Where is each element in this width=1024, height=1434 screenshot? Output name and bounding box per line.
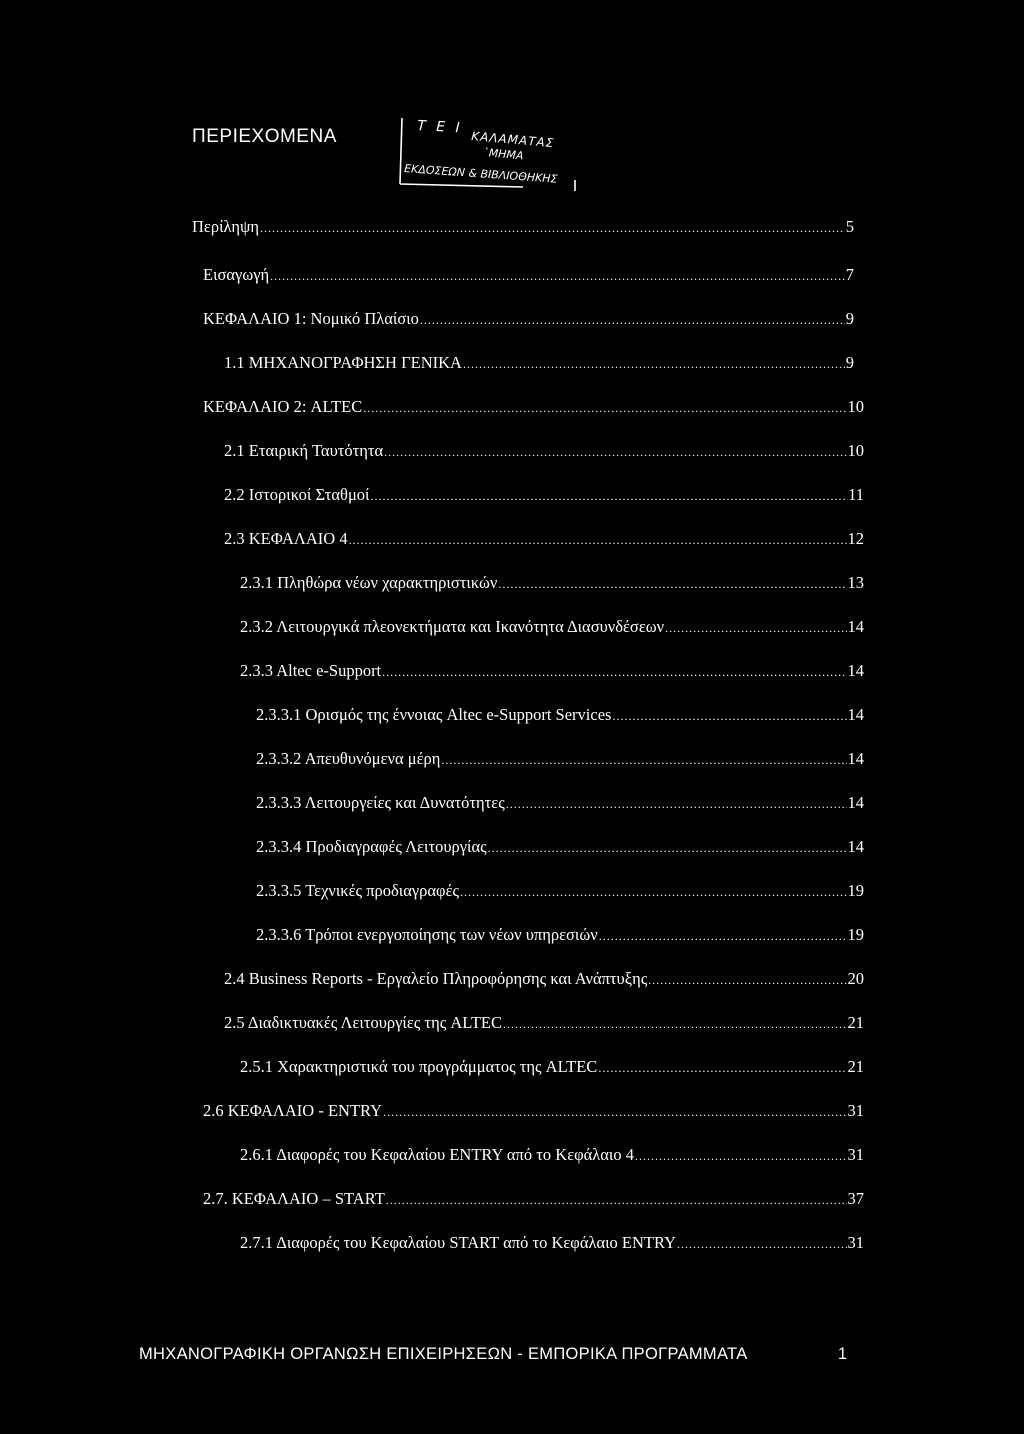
dot-leader (420, 313, 845, 328)
dot-leader (503, 1017, 847, 1032)
footer-title: ΜΗΧΑΝΟΓΡΑΦΙΚΗ ΟΡΓΑΝΩΣΗ ΕΠΙΧΕΙΡΗΣΕΩΝ - ΕΜΠΟΡΙΚΑ ΠΡΟΓΡΑΜΜΑΤΑ (139, 1345, 748, 1363)
toc-entry-title: 2.3.2 Λειτουργικά πλεονεκτήματα και Ικανότητα Διασυνδέσεων (240, 617, 665, 636)
toc-entry-title: 2.2 Ιστορικοί Σταθμοί (224, 485, 370, 504)
toc-entry-page: 9 (845, 309, 854, 328)
dot-leader (488, 841, 847, 856)
toc-entry-page: 14 (847, 793, 864, 812)
toc-entry (240, 1145, 864, 1165)
dot-leader (463, 357, 845, 372)
toc-entry (240, 1233, 864, 1253)
toc-entry (240, 1057, 864, 1077)
toc-entry-page: 31 (847, 1101, 864, 1120)
toc-entry-title: Εισαγωγή (203, 265, 270, 284)
dot-leader (648, 973, 846, 988)
toc-entry-title: 1.1 ΜΗΧΑΝΟΓΡΑΦΗΣΗ ΓΕΝΙΚΑ (224, 353, 462, 372)
toc-entry-title: 2.3.1 Πληθώρα νέων χαρακτηριστικών (240, 573, 498, 592)
toc-entry (224, 485, 864, 505)
toc-entry (224, 1013, 864, 1033)
dot-leader (370, 489, 847, 504)
toc-entry-title: 2.3.3.3 Λειτουργείες και Δυνατότητες (256, 793, 505, 812)
toc-entry-page: 14 (847, 749, 864, 768)
toc-entry-page: 5 (845, 217, 854, 236)
toc-entry-page: 31 (847, 1145, 864, 1164)
dot-leader (349, 533, 847, 548)
toc-entry (203, 309, 854, 329)
toc-entry (203, 1101, 864, 1121)
dot-leader (599, 929, 847, 944)
toc-entry-page: 14 (847, 705, 864, 724)
dot-leader (612, 709, 846, 724)
toc-entry-page: 37 (847, 1189, 864, 1208)
toc-entry-page: 12 (847, 529, 864, 548)
page-footer (139, 1345, 847, 1364)
toc-entry-page: 14 (847, 837, 864, 856)
toc-entry-title: 2.3.3.6 Τρόποι ενεργοποίησης των νέων υπηρεσιών (256, 925, 598, 944)
toc-entry-title: 2.6.1 Διαφορές του Κεφαλαίου ENTRY από το Κεφάλαιο 4 (240, 1145, 634, 1164)
dot-leader (260, 221, 845, 236)
toc-entry-page: 11 (848, 485, 864, 504)
toc-entry-title: ΚΕΦΑΛΑΙΟ 1: Νομικό Πλαίσιο (203, 309, 419, 328)
toc-entry-page: 31 (847, 1233, 864, 1252)
dot-leader (386, 1193, 847, 1208)
toc-entry-page: 19 (847, 925, 864, 944)
toc-entry-page: 13 (847, 573, 864, 592)
dot-leader (598, 1061, 846, 1076)
dot-leader (506, 797, 847, 812)
toc-entry (224, 529, 864, 549)
toc-entry-title: 2.3.3.2 Απευθυνόμενα μέρη (256, 749, 441, 768)
svg-text:`ΜΗΜΑ: `ΜΗΜΑ (482, 146, 524, 163)
svg-text:ΚΑΛΑΜΑΤΑΣ: ΚΑΛΑΜΑΤΑΣ (470, 129, 555, 151)
toc-entry (240, 661, 864, 681)
toc-entry-title: 2.3.3 Altec e-Support (240, 661, 382, 680)
svg-text:Τ Ε Ι: Τ Ε Ι (416, 118, 464, 137)
toc-entry (203, 265, 854, 285)
dot-leader (383, 1105, 846, 1120)
dot-leader (460, 885, 846, 900)
toc-entry-title: 2.3 ΚΕΦΑΛΑΙΟ 4 (224, 529, 348, 548)
toc-entry-page: 14 (847, 661, 864, 680)
dot-leader (498, 577, 846, 592)
toc-entry (256, 749, 864, 769)
toc-entry (203, 1189, 864, 1209)
toc-entry-title: 2.5 Διαδικτυακές Λειτουργίες της ALTEC (224, 1013, 502, 1032)
svg-text:ΕΚΔΟΣΕΩΝ & ΒΙΒΛΙΟΘΗΚΗΣ: ΕΚΔΟΣΕΩΝ & ΒΙΒΛΙΟΘΗΚΗΣ (403, 162, 558, 186)
toc-entry-title: 2.3.3.5 Τεχνικές προδιαγραφές (256, 881, 460, 900)
toc-entry-page: 7 (845, 265, 854, 284)
toc-entry (240, 617, 864, 637)
toc-entry (256, 837, 864, 857)
dot-leader (677, 1237, 846, 1252)
toc-entry (224, 353, 854, 373)
toc-entry-page: 10 (847, 441, 864, 460)
toc-entry (256, 881, 864, 901)
toc-entry-title: 2.1 Εταιρική Ταυτότητα (224, 441, 384, 460)
toc-entry-title: ΚΕΦΑΛΑΙΟ 2: ALTEC (203, 397, 363, 416)
toc-entry-title: 2.6 ΚΕΦΑΛΑΙΟ - ENTRY (203, 1101, 383, 1120)
page-number: 1 (837, 1345, 847, 1363)
toc-entry-page: 14 (847, 617, 864, 636)
dot-leader (270, 269, 845, 284)
dot-leader (665, 621, 846, 636)
toc-entry-title: 2.7.1 Διαφορές του Κεφαλαίου START από το Κεφάλαιο ENTRY (240, 1233, 677, 1252)
toc-entry-page: 20 (847, 969, 864, 988)
toc-entry (256, 925, 864, 945)
toc-entry-page: 21 (847, 1013, 864, 1032)
dot-leader (441, 753, 846, 768)
toc-entry-title: 2.5.1 Χαρακτηριστικά του προγράμματος της ALTEC (240, 1057, 598, 1076)
dot-leader (635, 1149, 847, 1164)
dot-leader (363, 401, 846, 416)
toc-entry (256, 705, 864, 725)
toc-entry (192, 217, 854, 237)
toc-entry-page: 21 (847, 1057, 864, 1076)
toc-entry-title: 2.3.3.4 Προδιαγραφές Λειτουργίας (256, 837, 487, 856)
toc-entry-title: 2.4 Business Reports - Εργαλείο Πληροφόρησης και Ανάπτυξης (224, 969, 648, 988)
toc-entry (224, 969, 864, 989)
dot-leader (382, 665, 846, 680)
toc-entry (203, 397, 864, 417)
toc-entry-title: Περίληψη (192, 217, 259, 236)
page-title: ΠΕΡΙΕΧΟΜΕΝΑ (192, 126, 337, 147)
toc-entry (224, 441, 864, 461)
toc-entry-page: 19 (847, 881, 864, 900)
dot-leader (384, 445, 846, 460)
toc-entry-title: 2.7. ΚΕΦΑΛΑΙΟ – START (203, 1189, 385, 1208)
toc-entry-page: 9 (845, 353, 854, 372)
toc-entry-page: 10 (847, 397, 864, 416)
toc-entry-title: 2.3.3.1 Ορισμός της έννοιας Altec e-Support Services (256, 705, 612, 724)
toc-entry (256, 793, 864, 813)
toc-entry (240, 573, 864, 593)
